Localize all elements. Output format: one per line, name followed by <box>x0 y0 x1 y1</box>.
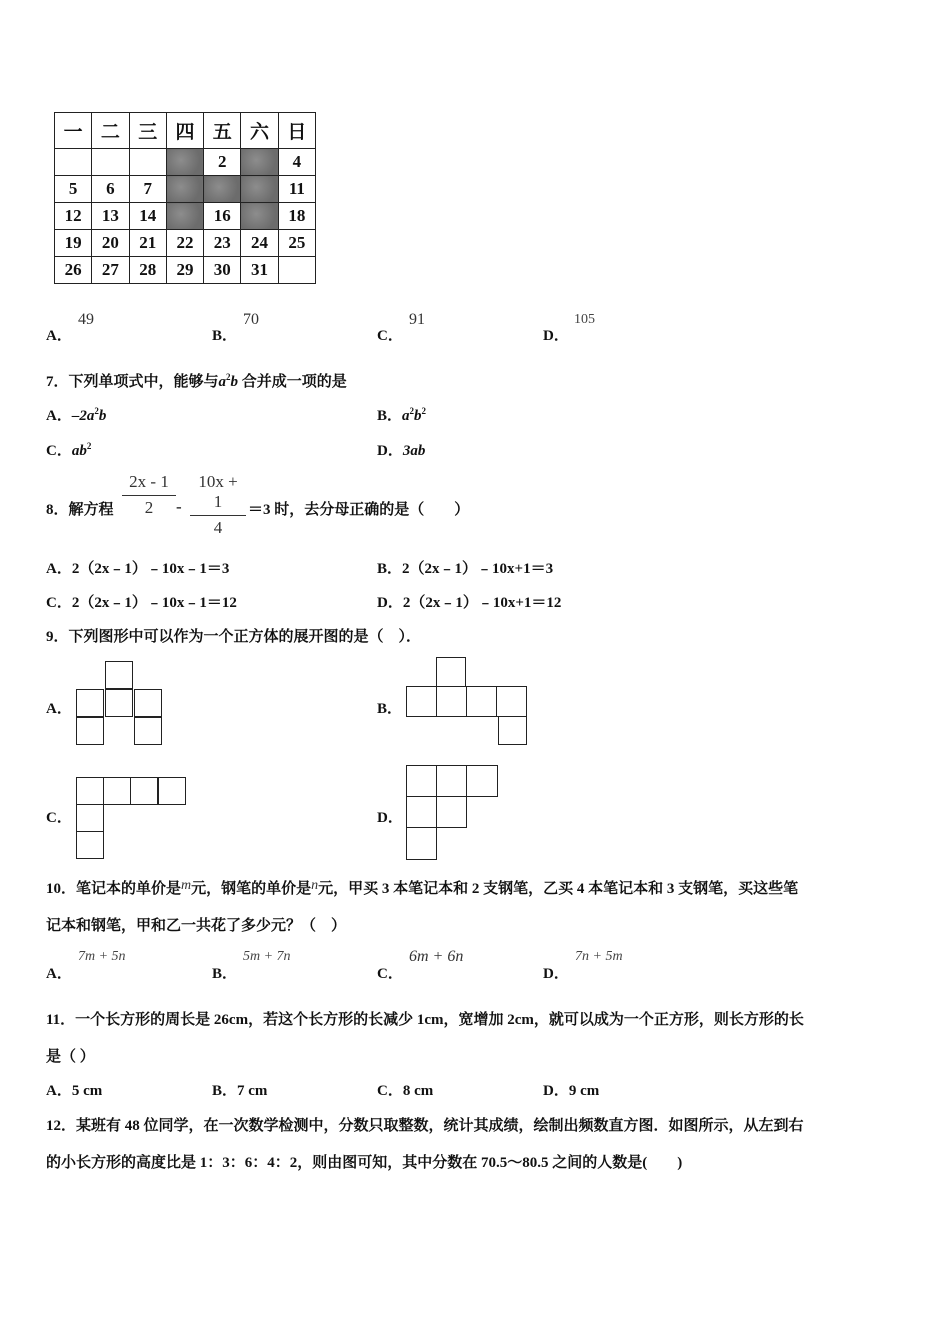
calendar-cell: 19 <box>55 230 92 257</box>
net-square <box>158 777 186 805</box>
q7-option-b-label: B． <box>377 408 403 424</box>
q11-option-b-label: B． <box>212 1083 238 1099</box>
q11-option-c-value: 8 cm <box>402 1083 434 1099</box>
q8-minus: - <box>176 497 182 516</box>
q7-option-a-tail: b <box>98 408 107 424</box>
calendar-cell: 27 <box>92 257 129 284</box>
net-square <box>76 717 104 745</box>
fraction-bar <box>122 495 176 496</box>
q6-option-d-label: D． <box>543 328 569 344</box>
q9-option-b-label: B． <box>377 701 403 717</box>
q8-option-c-text: 2（2x﹣1）﹣10x﹣1＝12 <box>71 595 237 611</box>
q7-option-d-text: 3ab <box>402 443 426 459</box>
net-square <box>76 777 104 805</box>
calendar-cell: 5 <box>55 176 92 203</box>
calendar-row <box>55 149 316 176</box>
calendar-cell: 12 <box>55 203 92 230</box>
q8-option-c-label: C． <box>46 595 72 611</box>
calendar-header-cell: 日 <box>278 113 315 149</box>
calendar-row <box>55 176 316 203</box>
calendar-cell-shaded <box>204 176 241 203</box>
calendar-cell: 22 <box>166 230 203 257</box>
calendar-cell-shaded <box>241 203 278 230</box>
net-square <box>134 717 162 745</box>
q8-fraction-1-numerator: 2x - 1 <box>129 472 169 491</box>
q9-option-a-label: A． <box>46 701 72 717</box>
calendar-cell-shaded <box>166 149 203 176</box>
calendar-header-row <box>55 113 316 149</box>
q7-option-a <box>46 404 106 425</box>
calendar-figure <box>54 112 316 284</box>
q6-option-c-label: C． <box>377 328 403 344</box>
q7-option-c-label: C． <box>46 443 72 459</box>
q11-option-d-label: D． <box>543 1083 569 1099</box>
calendar-cell: 13 <box>92 203 129 230</box>
q11-option-b-value: 7 cm <box>237 1083 268 1099</box>
calendar-cell <box>129 149 166 176</box>
net-square <box>436 796 467 828</box>
q7-stem <box>46 370 347 391</box>
q7-option-a-sup: 2 <box>94 406 99 416</box>
calendar-header-cell: 六 <box>241 113 278 149</box>
calendar-cell <box>55 149 92 176</box>
calendar-cell-shaded <box>166 176 203 203</box>
q9-option-d-label: D． <box>377 810 403 826</box>
q10-line-1-c: 元，甲买 3 本笔记本和 2 支钢笔，乙买 4 本笔记本和 3 支钢笔，买这些笔 <box>318 881 799 897</box>
q7-option-d-label: D． <box>377 443 403 459</box>
q11-option-b <box>212 1079 267 1100</box>
q10-line-1-b: 元，钢笔的单价是 <box>191 881 312 897</box>
q10-option-b-value: 5m + 7n <box>243 949 291 964</box>
q8-option-b <box>377 557 553 578</box>
q8-option-d-label: D． <box>377 595 403 611</box>
q8-fraction-2 <box>190 472 246 538</box>
calendar-row <box>55 203 316 230</box>
net-square <box>406 827 437 860</box>
calendar-header-cell: 五 <box>204 113 241 149</box>
calendar-cell: 16 <box>204 203 241 230</box>
q7-stem-var-a: a <box>218 374 227 390</box>
q7-option-c-sup: 2 <box>86 441 92 451</box>
q8-fraction-2-denominator: 4 <box>213 518 223 537</box>
calendar-cell-shaded <box>241 149 278 176</box>
q11-option-d-value: 9 cm <box>568 1083 600 1099</box>
calendar-cell-shaded <box>166 203 203 230</box>
calendar-cell: 23 <box>204 230 241 257</box>
q11-option-c-label: C． <box>377 1083 403 1099</box>
calendar-table <box>54 112 316 284</box>
calendar-header-cell: 三 <box>129 113 166 149</box>
q7-option-b-sup2: 2 <box>421 406 427 416</box>
net-square <box>76 804 104 832</box>
calendar-cell: 25 <box>278 230 315 257</box>
q6-option-a-value: 49 <box>78 311 94 328</box>
q10-var-m: m <box>181 878 192 893</box>
net-square <box>498 716 527 745</box>
q11-option-a-value: 5 cm <box>71 1083 103 1099</box>
calendar-row <box>55 257 316 284</box>
calendar-cell: 2 <box>204 149 241 176</box>
calendar-cell: 30 <box>204 257 241 284</box>
q8-option-b-text: 2（2x﹣1）﹣10x+1＝3 <box>402 561 554 577</box>
q12-line-1: 12．某班有 48 位同学，在一次数学检测中，分数只取整数，统计其成绩，绘制出频数直方图．如图所示，从左到右 <box>46 1118 804 1134</box>
q11-line-1: 11．一个长方形的周长是 26cm，若这个长方形的长减少 1cm，宽增加 2cm，就可以成为一个正方形，则长方形的长 <box>46 1012 804 1028</box>
net-square <box>406 686 437 717</box>
q7-option-d <box>377 439 425 460</box>
q11-line-2: 是（ ） <box>46 1049 95 1065</box>
q8-fraction-1-denominator: 2 <box>144 498 154 517</box>
net-square <box>406 765 437 797</box>
q6-option-d-value: 105 <box>574 312 595 327</box>
calendar-header-cell: 二 <box>92 113 129 149</box>
calendar-cell: 6 <box>92 176 129 203</box>
q11-option-a <box>46 1079 102 1100</box>
q8-option-d-text: 2（2x﹣1）﹣10x+1＝12 <box>402 595 562 611</box>
q8-option-d <box>377 591 561 612</box>
q10-line-2: 记本和钢笔，甲和乙一共花了多少元？（ ） <box>46 918 347 934</box>
calendar-cell: 31 <box>241 257 278 284</box>
q10-option-d-value: 7n + 5m <box>575 949 623 964</box>
q7-stem-text-a: 7．下列单项式中，能够与 <box>46 374 219 390</box>
q7-stem-text-b: 合并成一项的是 <box>241 374 347 390</box>
net-square <box>130 777 158 805</box>
q10-option-b-label: B． <box>212 966 238 982</box>
q6-option-b-value: 70 <box>243 311 259 328</box>
q8-fraction-1 <box>122 472 176 518</box>
q10-line-1-a: 10．笔记本的单价是 <box>46 881 182 897</box>
q9-option-c-label: C． <box>46 810 72 826</box>
q8-option-a-text: 2（2x﹣1）﹣10x﹣1＝3 <box>71 561 230 577</box>
q9-stem: 9．下列图形中可以作为一个正方体的展开图的是（ ）． <box>46 629 422 645</box>
fraction-bar <box>190 515 246 516</box>
calendar-cell <box>278 257 315 284</box>
net-square <box>466 686 497 717</box>
net-square <box>466 765 498 797</box>
calendar-cell: 29 <box>166 257 203 284</box>
calendar-cell: 21 <box>129 230 166 257</box>
q8-fraction-2-numerator: 10x + 1 <box>198 472 238 511</box>
q10-option-a-value: 7m + 5n <box>78 949 126 964</box>
net-square <box>76 689 104 717</box>
calendar-cell: 18 <box>278 203 315 230</box>
net-square <box>436 686 467 717</box>
q7-option-a-text: –2a <box>71 408 95 424</box>
q8-stem-a: 8．解方程 <box>46 502 114 518</box>
q11-option-c <box>377 1079 433 1100</box>
q8-option-a-label: A． <box>46 561 72 577</box>
net-square <box>103 777 131 805</box>
q7-option-b-sup: 2 <box>409 406 415 416</box>
q10-option-a-label: A． <box>46 966 72 982</box>
q8-option-a <box>46 557 229 578</box>
q6-option-a-label: A． <box>46 328 72 344</box>
q8-option-b-label: B． <box>377 561 403 577</box>
net-square <box>406 796 437 828</box>
q7-stem-var-b: b <box>230 374 239 390</box>
net-square <box>134 689 162 717</box>
net-square <box>76 831 104 859</box>
calendar-header-cell: 一 <box>55 113 92 149</box>
net-square <box>496 686 527 717</box>
calendar-cell: 20 <box>92 230 129 257</box>
q6-option-c-value: 91 <box>409 311 425 328</box>
calendar-cell: 28 <box>129 257 166 284</box>
calendar-cell-shaded <box>241 176 278 203</box>
calendar-cell: 4 <box>278 149 315 176</box>
q10-option-d-label: D． <box>543 966 569 982</box>
calendar-cell: 26 <box>55 257 92 284</box>
calendar-row <box>55 230 316 257</box>
q8-stem-b: ＝3 时，去分母正确的是（ ） <box>248 502 470 518</box>
q7-option-a-label: A． <box>46 408 72 424</box>
q7-option-c <box>46 439 91 460</box>
q10-var-n: n <box>311 878 319 893</box>
net-square <box>436 765 467 797</box>
q11-option-a-label: A． <box>46 1083 72 1099</box>
q7-option-c-text: ab <box>71 443 87 459</box>
q6-option-b-label: B． <box>212 328 238 344</box>
calendar-cell: 7 <box>129 176 166 203</box>
q7-stem-exp: 2 <box>226 372 231 382</box>
net-square <box>436 657 466 687</box>
net-square <box>105 661 133 689</box>
calendar-header-cell: 四 <box>166 113 203 149</box>
calendar-cell: 11 <box>278 176 315 203</box>
calendar-cell <box>92 149 129 176</box>
net-square <box>105 689 133 717</box>
q7-option-b-text: a <box>402 408 410 424</box>
calendar-cell: 24 <box>241 230 278 257</box>
q10-option-c-value: 6m + 6n <box>409 948 464 965</box>
q10-option-c-label: C． <box>377 966 403 982</box>
q10-line-1 <box>46 877 798 898</box>
q11-option-d <box>543 1079 599 1100</box>
q8-option-c <box>46 591 237 612</box>
q7-option-b-mid: b <box>414 408 422 424</box>
q7-option-b <box>377 404 426 425</box>
q12-line-2: 的小长方形的高度比是 1：3：6：4：2，则由图可知，其中分数在 70.5～80.5 之间的人数是( ) <box>46 1155 683 1171</box>
calendar-cell: 14 <box>129 203 166 230</box>
